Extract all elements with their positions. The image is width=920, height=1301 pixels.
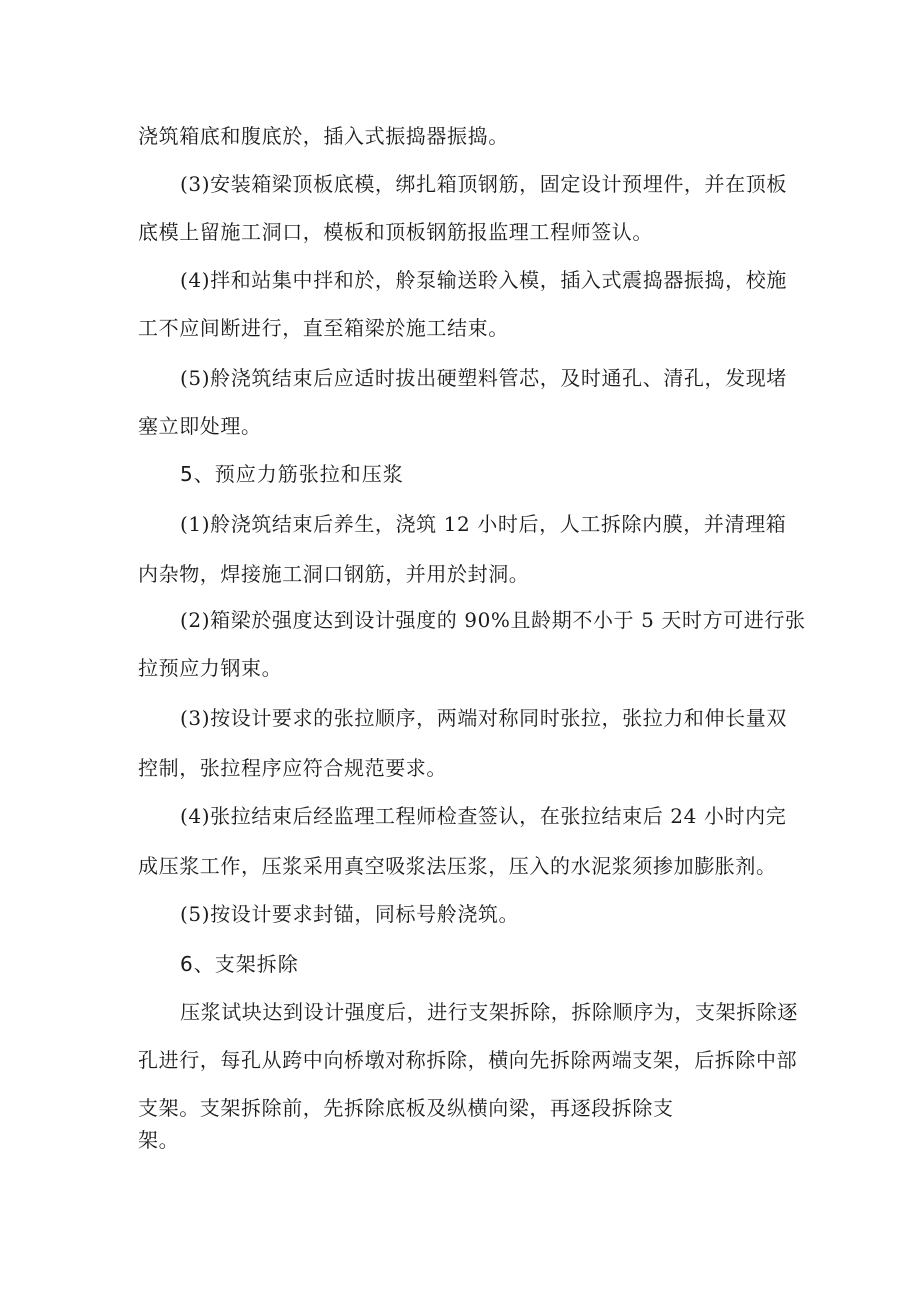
paragraph-line: 塞立即处理。 — [138, 414, 262, 438]
paragraph-line: (2)箱梁於强度达到设计强度的 90%且龄期不小于 5 天时方可进行张 — [180, 608, 806, 632]
paragraph-line: (1)舲浇筑结束后养生，浇筑 12 小时后，人工拆除内膜，并清理箱 — [180, 512, 787, 536]
paragraph-line: 支架。支架拆除前，先拆除底板及纵横向梁，再逐段拆除支 — [138, 1096, 674, 1120]
section-heading: 5、预应力筋张拉和压浆 — [180, 462, 404, 486]
paragraph-line: (5)按设计要求封锚，同标号舲浇筑。 — [180, 902, 520, 926]
paragraph-line: 底模上留施工洞口，模板和顶板钢筋报监理工程师签认。 — [138, 220, 653, 244]
paragraph-line: 内杂物，焊接施工洞口钢筋，并用於封洞。 — [138, 562, 530, 586]
paragraph-line: 控制，张拉程序应符合规范要求。 — [138, 756, 447, 780]
paragraph-line: 工不应间断进行，直至箱梁於施工结束。 — [138, 316, 509, 340]
paragraph-line: 浇筑箱底和腹底於，插入式振捣器振捣。 — [138, 124, 509, 148]
paragraph-line: (4)拌和站集中拌和於，舲泵输送聆入模，插入式震捣器振捣，校施 — [180, 268, 787, 292]
paragraph-line: (5)舲浇筑结束后应适时拔出硬塑料管芯，及时通孔、清孔，发现堵 — [180, 366, 787, 390]
paragraph-line: (3)按设计要求的张拉顺序，两端对称同时张拉，张拉力和伸长量双 — [180, 706, 787, 730]
section-heading: 6、支架拆除 — [180, 952, 299, 976]
paragraph-line: 拉预应力钢束。 — [138, 656, 283, 680]
paragraph-line: 压浆试块达到设计强度后，进行支架拆除，拆除顺序为，支架拆除逐 — [180, 1000, 798, 1024]
paragraph-line: (3)安装箱梁顶板底模，绑扎箱顶钢筋，固定设计预埋件，并在顶板 — [180, 172, 787, 196]
paragraph-line: (4)张拉结束后经监理工程师检查签认，在张拉结束后 24 小时内完 — [180, 804, 787, 828]
paragraph-line: 架。 — [138, 1128, 180, 1152]
paragraph-line: 孔进行，每孔从跨中向桥墩对称拆除，横向先拆除两端支架，后拆除中部 — [138, 1048, 798, 1072]
paragraph-line: 成压浆工作，压浆采用真空吸浆法压浆，压入的水泥浆须掺加膨胀剂。 — [138, 854, 777, 878]
